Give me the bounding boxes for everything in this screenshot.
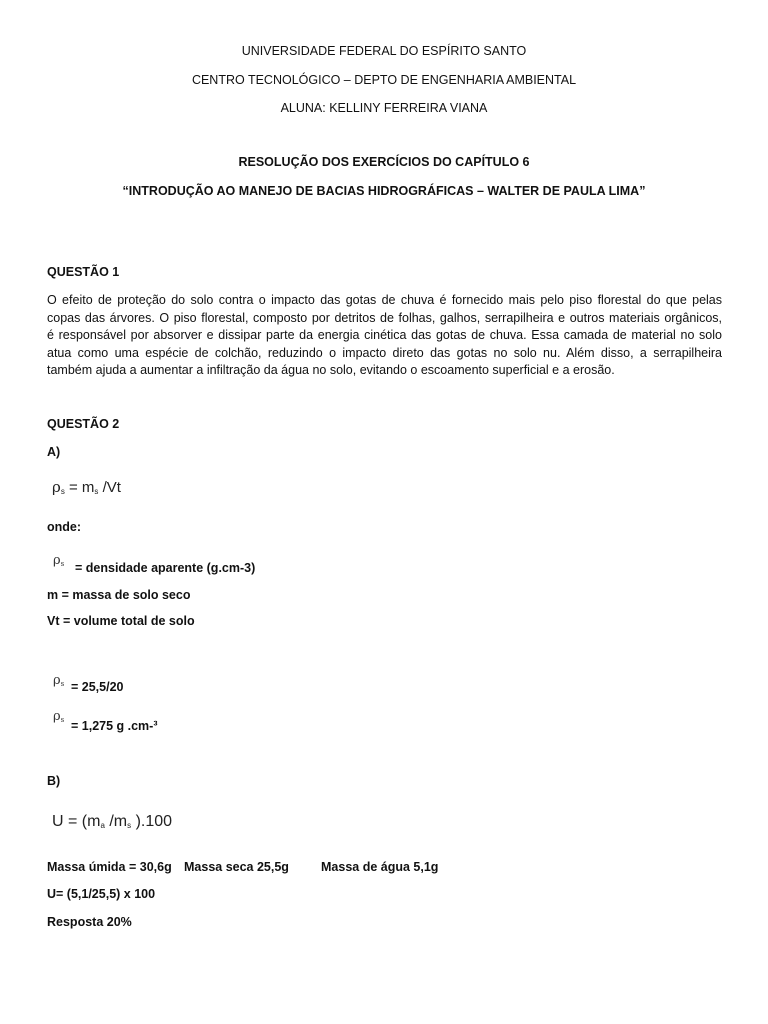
answer-line: atua como uma espécie de colchão, reduzindo o impacto direto das gotas no solo nu. Além disso, a serrapilheira <box>47 345 722 360</box>
university-name: UNIVERSIDADE FEDERAL DO ESPÍRITO SANTO <box>241 44 527 58</box>
water-mass: Massa de água 5,1g <box>321 860 439 874</box>
onde-label: onde: <box>47 520 82 534</box>
dry-mass: Massa seca 25,5g <box>184 860 289 874</box>
vt-definition: Vt = volume total de solo <box>47 614 195 628</box>
moisture-formula: $U = (m_a$ $/m_s$ ).100 <box>52 813 173 830</box>
question-1-heading: QUESTÃO 1 <box>47 265 120 279</box>
answer-line: também ajuda a aumentar a infiltração da água no solo, evitando o escoamento superficial e a erosão. <box>47 363 615 378</box>
rho-symbol-image: $\rho_s$ <box>53 553 65 568</box>
wet-mass: Massa úmida = 30,6g <box>47 860 172 874</box>
final-answer: Resposta 20% <box>47 915 132 929</box>
department-name: CENTRO TECNOLÓGICO – DEPTO DE ENGENHARIA AMBIENTAL <box>191 73 577 87</box>
part-b-label: B) <box>47 774 61 788</box>
question-1-answer <box>47 292 722 380</box>
density-calc-step-2: = 1,275 g .cm-³ <box>71 719 158 733</box>
rho-symbol-image: $\rho_s$ <box>53 709 65 724</box>
rho-definition: = densidade aparente (g.cm-3) <box>75 561 256 575</box>
question-2-heading: QUESTÃO 2 <box>47 417 120 431</box>
bulk-density-formula: $\rho_s = m_s$ /Vt <box>52 478 121 496</box>
moisture-calc: U= (5,1/25,5) x 100 <box>47 887 156 901</box>
density-calc-step-1: = 25,5/20 <box>71 680 124 694</box>
student-name: ALUNA: KELLINY FERREIRA VIANA <box>280 101 488 115</box>
part-a-label: A) <box>47 445 61 459</box>
m-definition: m = massa de solo seco <box>47 588 191 602</box>
answer-line: O efeito de proteção do solo contra o impacto das gotas de chuva é fornecido mais pelo piso florestal do que pelas <box>47 293 722 307</box>
document-subtitle: “INTRODUÇÃO AO MANEJO DE BACIAS HIDROGRÁFICAS – WALTER DE PAULA LIMA” <box>122 184 646 198</box>
document-title: RESOLUÇÃO DOS EXERCÍCIOS DO CAPÍTULO 6 <box>238 155 530 169</box>
answer-line: é responsável por absorver e dissipar parte da energia cinética das gotas de chuva. Essa camada de material no solo <box>47 328 722 343</box>
answer-line: copas das árvores. O piso florestal, composto por detritos de folhas, galhos, serrapilheira e outros materiais orgânicos, <box>47 310 722 325</box>
rho-symbol-image: $\rho_s$ <box>53 673 65 688</box>
